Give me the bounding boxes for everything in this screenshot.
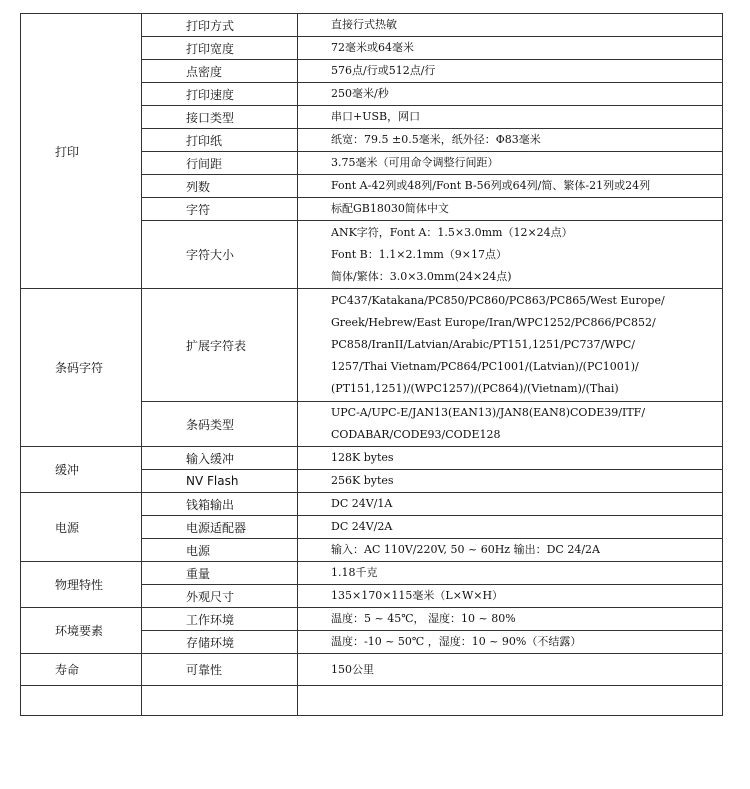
category-cell: 寿命: [21, 654, 142, 686]
spec-value-text: DC 24V/1A: [331, 497, 393, 510]
spec-item-cell: 可靠性: [142, 654, 298, 686]
spec-value-cell: [298, 470, 723, 493]
spec-value-line: CODABAR/CODE93/CODE128: [331, 428, 501, 441]
table-row: [21, 447, 723, 470]
spec-item-cell: 外观尺寸: [142, 585, 298, 608]
spec-value-text: DC 24V/2A: [331, 520, 393, 533]
spec-item-cell: 打印宽度: [142, 37, 298, 60]
spec-value-text: 温度：-10 ~ 50℃ ，湿度：10 ~ 90%（不结露）: [331, 635, 582, 648]
table-row: [21, 654, 723, 686]
spec-value-cell: [298, 585, 723, 608]
spec-value-line: Greek/Hebrew/East Europe/Iran/WPC1252/PC866/PC852/: [331, 316, 656, 329]
spec-item-cell: 打印速度: [142, 83, 298, 106]
spec-item-cell: NV Flash: [142, 470, 298, 493]
spec-value-cell: [298, 106, 723, 129]
spec-value-text: 1.18千克: [331, 566, 378, 579]
spec-item-cell: 字符大小: [142, 221, 298, 289]
spec-value-line: (PT151,1251)/(WPC1257)/(PC864)/(Vietnam)/(Thai): [331, 382, 619, 395]
spec-value-text: 250毫米/秒: [331, 87, 389, 100]
spec-value-text: 135×170×115毫米（L×W×H）: [331, 589, 504, 602]
spec-value-text: 输入：AC 110V/220V, 50 ~ 60Hz 输出：DC 24/2A: [331, 543, 600, 556]
spec-value-cell: [298, 60, 723, 83]
spec-item-cell: 接口类型: [142, 106, 298, 129]
spec-item-cell: 扩展字符表: [142, 289, 298, 402]
spec-value-cell: [298, 198, 723, 221]
spec-value-line: PC437/Katakana/PC850/PC860/PC863/PC865/West Europe/: [331, 294, 665, 307]
spec-value-cell: [298, 14, 723, 37]
spec-value-cell: [298, 654, 723, 686]
spec-value-text: 256K bytes: [331, 474, 394, 487]
spec-value-cell: [298, 539, 723, 562]
spec-value-cell: [298, 221, 723, 289]
spec-value-text: Font A-42列或48列/Font B-56列或64列/简、繁体-21列或24列: [331, 179, 651, 192]
blank-cell: [21, 686, 142, 716]
spec-value-cell: [298, 129, 723, 152]
category-cell: 环境要素: [21, 608, 142, 654]
spec-value-text: 72毫米或64毫米: [331, 41, 414, 54]
category-cell: 条码字符: [21, 289, 142, 447]
spec-value-line: Font B：1.1×2.1mm（9×17点）: [331, 247, 508, 261]
spec-value-text: 3.75毫米（可用命令调整行间距）: [331, 156, 499, 169]
table-row: [21, 686, 723, 716]
spec-item-cell: 打印纸: [142, 129, 298, 152]
category-cell: 物理特性: [21, 562, 142, 608]
spec-item-cell: 存储环境: [142, 631, 298, 654]
spec-value-cell: [298, 516, 723, 539]
table-row: [21, 493, 723, 516]
spec-value-line: PC858/IranII/Latvian/Arabic/PT151,1251/PC737/WPC/: [331, 338, 635, 351]
spec-value-line: ANK字符，Font A：1.5×3.0mm（12×24点）: [331, 225, 573, 239]
spec-item-cell: 输入缓冲: [142, 447, 298, 470]
spec-item-cell: 重量: [142, 562, 298, 585]
spec-value-text: 温度：5 ~ 45℃， 湿度：10 ~ 80%: [331, 612, 516, 625]
spec-item-cell: 工作环境: [142, 608, 298, 631]
spec-value-text: 标配GB18030简体中文: [331, 202, 449, 215]
spec-table-body: [21, 14, 723, 716]
spec-value-cell: [298, 631, 723, 654]
spec-value-line: 1257/Thai Vietnam/PC864/PC1001/(Latvian)/(PC1001)/: [331, 360, 639, 373]
spec-item-cell: 字符: [142, 198, 298, 221]
spec-value-line: UPC-A/UPC-E/JAN13(EAN13)/JAN8(EAN8)CODE39/ITF/: [331, 406, 646, 419]
spec-item-cell: 列数: [142, 175, 298, 198]
spec-value-text: 576点/行或512点/行: [331, 64, 436, 77]
category-cell: 电源: [21, 493, 142, 562]
spec-item-cell: 钱箱输出: [142, 493, 298, 516]
spec-value-cell: [298, 83, 723, 106]
spec-value-cell: [298, 402, 723, 447]
table-row: [21, 608, 723, 631]
table-row: [21, 289, 723, 402]
spec-table: [20, 13, 723, 716]
spec-item-cell: 点密度: [142, 60, 298, 83]
spec-item-cell: 打印方式: [142, 14, 298, 37]
spec-item-cell: 电源: [142, 539, 298, 562]
spec-value-cell: [298, 37, 723, 60]
spec-value-cell: [298, 608, 723, 631]
spec-value-line: 简体/繁体：3.0×3.0mm(24×24点): [331, 269, 512, 283]
spec-value-text: 纸宽：79.5 ±0.5毫米，纸外径：Φ83毫米: [331, 133, 541, 146]
spec-value-text: 串口+USB，网口: [331, 110, 421, 123]
spec-value-text: 150公里: [331, 662, 374, 676]
spec-value-cell: [298, 152, 723, 175]
spec-value-cell: [298, 562, 723, 585]
spec-value-cell: [298, 493, 723, 516]
table-row: [21, 562, 723, 585]
spec-item-cell: 行间距: [142, 152, 298, 175]
spec-value-cell: [298, 447, 723, 470]
spec-value-cell: [298, 289, 723, 402]
blank-cell: [142, 686, 298, 716]
table-row: [21, 14, 723, 37]
category-cell: 打印: [21, 14, 142, 289]
spec-value-cell: [298, 175, 723, 198]
spec-item-cell: 电源适配器: [142, 516, 298, 539]
spec-item-cell: 条码类型: [142, 402, 298, 447]
blank-cell: [298, 686, 723, 716]
spec-value-text: 128K bytes: [331, 451, 394, 464]
spec-value-text: 直接行式热敏: [331, 18, 397, 31]
category-cell: 缓冲: [21, 447, 142, 493]
